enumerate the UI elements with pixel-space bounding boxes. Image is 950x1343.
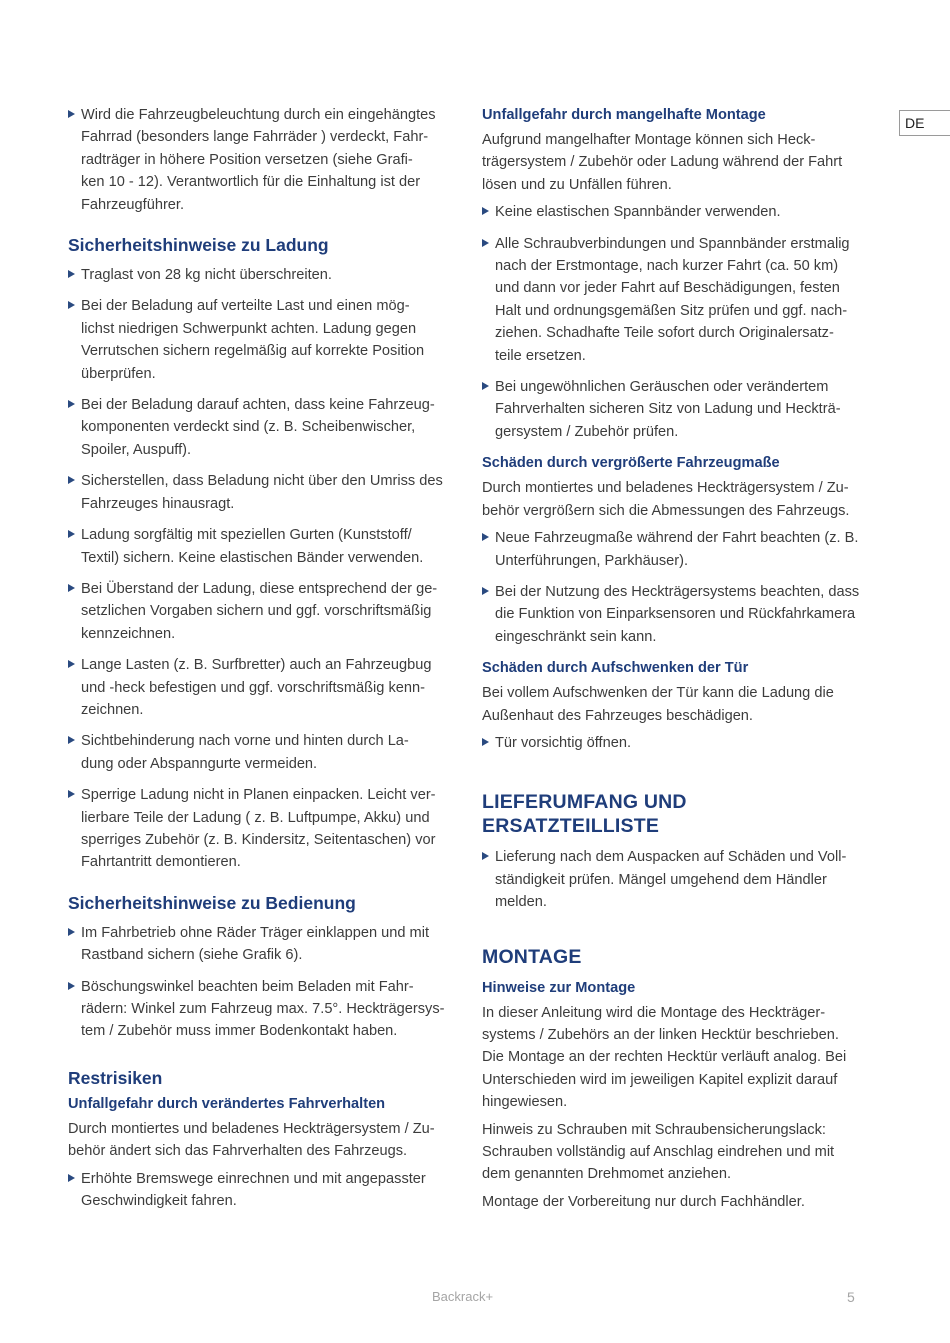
text-line: Neue Fahrzeugmaße während der Fahrt beachten (z. B. — [495, 530, 859, 547]
footer-brand: Backrack+ — [432, 1289, 494, 1304]
text-line: behör ändert sich das Fahrverhalten des Fahrzeugs. — [68, 1143, 408, 1160]
text-line: ziehen. Schadhafte Teile sofort durch Originalersatz- — [495, 325, 834, 342]
paragraph — [482, 1119, 867, 1186]
text-line: Bei der Beladung auf verteilte Last und einen mög- — [81, 298, 410, 315]
list-item — [68, 784, 450, 874]
paragraph — [482, 1002, 867, 1114]
text-line: Tür vorsichtig öffnen. — [495, 734, 632, 751]
text-line: Bei der Beladung darauf achten, dass keine Fahrzeug- — [81, 397, 435, 414]
text-line: Sicherstellen, dass Beladung nicht über den Umriss des — [81, 473, 443, 490]
text-line: Alle Schraubverbindungen und Spannbänder erstmalig — [495, 235, 850, 252]
list-item — [68, 654, 450, 721]
text-line: Textil) sichern. Keine elastischen Bänder verwenden. — [81, 549, 424, 566]
paragraph — [482, 477, 867, 522]
text-line: Außenhaut des Fahrzeuges beschädigen. — [482, 707, 753, 724]
text-line: Verrutschen sichern regelmäßig auf korrekte Position — [81, 343, 425, 360]
text-line: Die Montage an der rechten Hecktür verläuft analog. Bei — [482, 1049, 847, 1066]
subheading-tuer: Schäden durch Aufschwenken der Tür — [482, 660, 749, 677]
text-line: und dann vor jeder Fahrt auf Beschädigungen, festen — [495, 280, 840, 297]
text-line: Bei der Nutzung des Heckträgersystems beachten, dass — [495, 583, 860, 600]
list-item — [68, 524, 450, 569]
heading-ladung: Sicherheitshinweise zu Ladung — [68, 235, 329, 256]
language-tab: DE — [899, 110, 950, 136]
text-line: Böschungswinkel beachten beim Beladen mit Fahr- — [81, 978, 414, 995]
list-item — [482, 581, 867, 648]
text-line: überprüfen. — [81, 365, 156, 382]
text-line: Fahrtantritt demontieren. — [81, 854, 241, 871]
list-item — [482, 732, 867, 754]
list-item — [68, 976, 450, 1043]
text-line: Rastband sichern (siehe Grafik 6). — [81, 947, 303, 964]
intro-bullet — [68, 104, 450, 216]
text-line: Fahrverhalten sicheren Sitz von Ladung und Heckträ- — [495, 401, 841, 418]
list-item — [68, 578, 450, 645]
right-column — [482, 104, 867, 1218]
subheading-hinweise-montage: Hinweise zur Montage — [482, 979, 636, 996]
text-line: komponenten verdeckt sind (z. B. Scheibenwischer, — [81, 419, 416, 436]
text-line: Im Fahrbetrieb ohne Räder Träger einklappen und mit — [81, 924, 430, 941]
text-line: rädern: Winkel zum Fahrzeug max. 7.5°. Heckträgersys- — [81, 1001, 445, 1017]
text-line: Schrauben vollständig auf Anschlag eindrehen und mit — [482, 1144, 835, 1160]
text-line: Fahrrad (besonders lange Fahrräder ) verdeckt, Fahr- — [81, 129, 429, 146]
text-line: Erhöhte Bremswege einrechnen und mit angepasster — [81, 1170, 426, 1187]
text-line: teile ersetzen. — [495, 347, 586, 364]
text-line: behör vergrößern sich die Abmessungen des Fahrzeugs. — [482, 502, 850, 519]
text-line: sperriges Zubehör (z. B. Kindersitz, Seitentaschen) vor — [81, 831, 436, 848]
text-line: Halt und ordnungsgemäßen Sitz prüfen und ggf. nach- — [495, 302, 848, 319]
list-item — [482, 233, 867, 367]
text-line: systems / Zubehörs an der linken Hecktür beschrieben. — [482, 1026, 839, 1043]
subheading-masse: Schäden durch vergrößerte Fahrzeugmaße — [482, 455, 780, 472]
text-line: Montage der Vorbereitung nur durch Fachhändler. — [482, 1193, 805, 1210]
text-line: lichst niedrigen Schwerpunkt achten. Ladung gegen — [81, 320, 417, 337]
text-line: melden. — [495, 894, 547, 911]
heading-montage: MONTAGE — [482, 945, 582, 968]
text-line: Bei Überstand der Ladung, diese entsprechend der ge- — [81, 580, 438, 597]
list-item — [68, 295, 450, 385]
paragraph — [482, 1191, 867, 1213]
list-item — [482, 846, 867, 913]
text-line: Geschwindigkeit fahren. — [81, 1193, 237, 1210]
text-line: Spoiler, Auspuff). — [81, 441, 192, 458]
heading-restrisiken: Restrisiken — [68, 1067, 163, 1088]
subheading-fahrverhalten: Unfallgefahr durch verändertes Fahrverhalten — [68, 1095, 386, 1112]
list-item — [68, 922, 450, 967]
text-line: Keine elastischen Spannbänder verwenden. — [495, 204, 781, 221]
text-line: Ladung sorgfältig mit speziellen Gurten (Kunststoff/ — [81, 527, 412, 544]
left-column — [68, 104, 450, 1221]
text-line: Hinweis zu Schrauben mit Schraubensicherungslack: — [482, 1121, 826, 1138]
text-line: Bei ungewöhnlichen Geräuschen oder verändertem — [495, 379, 829, 396]
text-line: Lieferung nach dem Auspacken auf Schäden und Voll- — [495, 849, 847, 866]
text-line: tem / Zubehör muss immer Bodenkontakt haben. — [81, 1023, 398, 1040]
text-line: ken 10 - 12). Verantwortlich für die Einhaltung ist der — [81, 174, 421, 191]
text-line: hingewiesen. — [482, 1094, 568, 1111]
text-line: nach der Erstmontage, nach kurzer Fahrt (ca. 50 km) — [495, 258, 839, 275]
text-line: eingeschränkt sein kann. — [495, 628, 657, 645]
heading-lieferumfang: LIEFERUMFANG UND ERSATZTEILLISTE — [482, 791, 687, 838]
text-line: Bei vollem Aufschwenken der Tür kann die Ladung die — [482, 685, 834, 702]
paragraph — [482, 129, 867, 196]
list-item — [68, 264, 450, 286]
text-line: Sichtbehinderung nach vorne und hinten durch La- — [81, 733, 409, 750]
list-item — [68, 470, 450, 515]
list-item — [68, 730, 450, 775]
text-line: die Funktion von Einparksensoren und Rückfahrkamera — [495, 606, 856, 623]
list-item — [68, 1168, 450, 1213]
page-number: 5 — [847, 1289, 855, 1305]
list-item — [482, 376, 867, 443]
text-line: Aufgrund mangelhafter Montage können sich Heck- — [482, 132, 816, 148]
text-line: gersystem / Zubehör prüfen. — [495, 423, 679, 440]
text-line: dem genannten Drehmomet anziehen. — [482, 1166, 732, 1183]
text-line: radträger in höhere Position versetzen (siehe Grafi- — [81, 151, 413, 168]
text-line: lierbare Teile der Ladung ( z. B. Luftpumpe, Akku) und — [81, 809, 430, 826]
text-line: Traglast von 28 kg nicht überschreiten. — [81, 267, 332, 284]
text-line: Durch montiertes und beladenes Heckträgersystem / Zu- — [68, 1120, 435, 1137]
paragraph — [68, 1118, 450, 1163]
text-line: dung oder Abspanngurte vermeiden. — [81, 755, 318, 772]
paragraph — [482, 682, 867, 727]
text-line: In dieser Anleitung wird die Montage des Heckträger- — [482, 1004, 826, 1021]
text-line: zeichnen. — [81, 701, 144, 718]
list-item — [68, 394, 450, 461]
subheading-montage-risk: Unfallgefahr durch mangelhafte Montage — [482, 107, 766, 123]
text-line: Lange Lasten (z. B. Surfbretter) auch an Fahrzeugbug — [81, 657, 432, 674]
list-item — [482, 201, 867, 223]
text-line: Fahrzeuges hinausragt. — [81, 495, 235, 512]
text-line: Wird die Fahrzeugbeleuchtung durch ein eingehängtes — [81, 107, 436, 123]
text-line: Sperrige Ladung nicht in Planen einpacken. Leicht ver- — [81, 787, 436, 804]
text-line: kennzeichnen. — [81, 625, 176, 642]
text-line: Unterschieden wird im jeweiligen Kapitel explizit darauf — [482, 1071, 838, 1088]
heading-bedienung: Sicherheitshinweise zu Bedienung — [68, 892, 356, 913]
text-line: lösen und zu Unfällen führen. — [482, 176, 672, 193]
text-line: Durch montiertes und beladenes Heckträgersystem / Zu- — [482, 480, 849, 497]
text-line: ständigkeit prüfen. Mängel umgehend dem Händler — [495, 871, 827, 888]
list-item — [482, 527, 867, 572]
text-line: setzlichen Vorgaben sichern und ggf. vorschriftsmäßig — [81, 603, 432, 620]
text-line: und -heck befestigen und ggf. vorschriftsmäßig kenn- — [81, 679, 425, 696]
text-line: Unterführungen, Parkhäuser). — [495, 552, 689, 569]
text-line: trägersystem / Zubehör oder Ladung während der Fahrt — [482, 154, 843, 171]
text-line: Fahrzeugführer. — [81, 196, 185, 213]
